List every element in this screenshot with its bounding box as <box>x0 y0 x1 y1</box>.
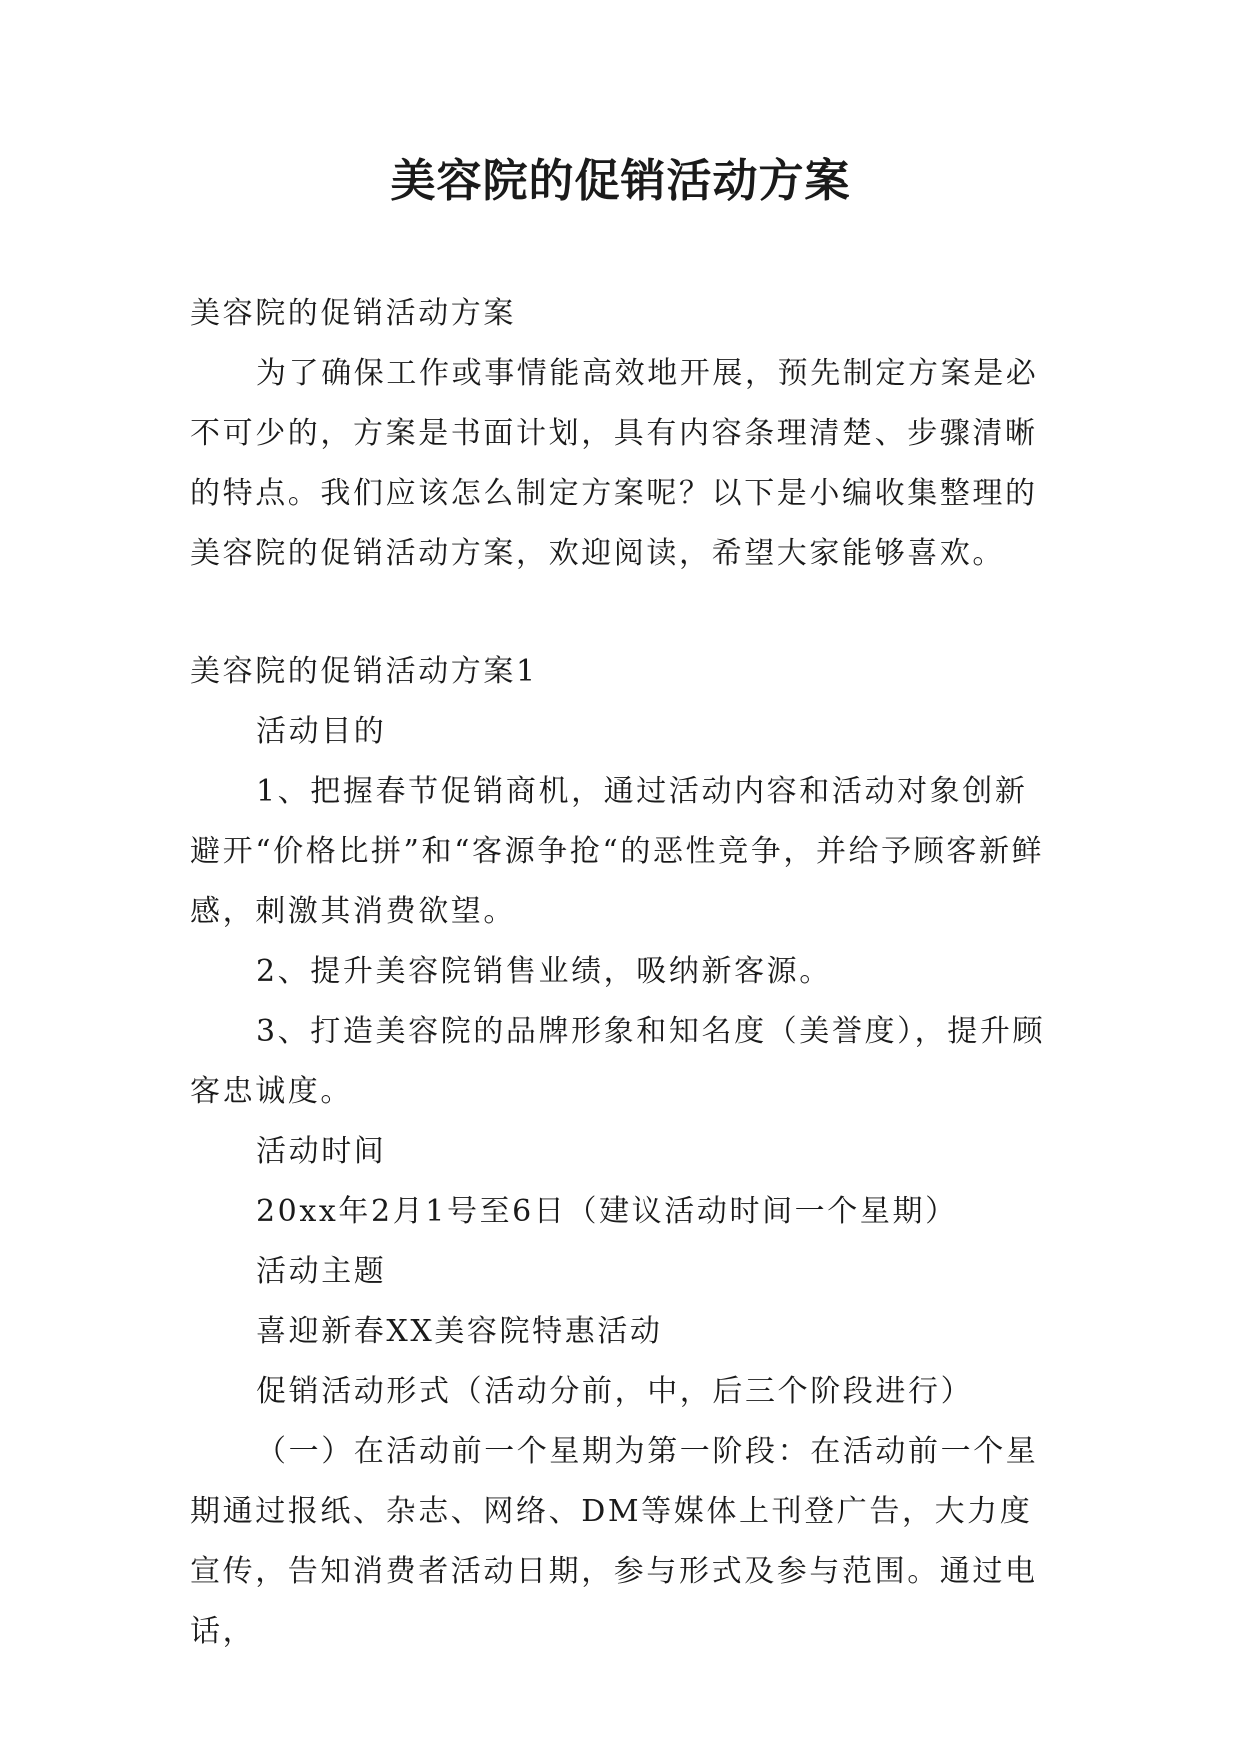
document-body <box>190 284 1052 1662</box>
paragraph-spacer <box>190 584 1052 642</box>
section-heading: 美容院的促销活动方案 <box>190 296 516 331</box>
subheading-theme: 活动主题 <box>256 1254 387 1289</box>
intro-paragraph: 为了确保工作或事情能高效地开展，预先制定方案是必不可少的，方案是书面计划，具有内容条理清楚、步骤清晰的特点。我们应该怎么制定方案呢？以下是小编收集整理的美容院的促销活动方案，欢迎阅读，希望大家能够喜欢。 <box>190 356 1039 571</box>
subheading-purpose: 活动目的 <box>256 714 387 749</box>
subheading-time: 活动时间 <box>256 1134 387 1169</box>
purpose-item-2: 2、提升美容院销售业绩，吸纳新客源。 <box>256 954 832 989</box>
purpose-item-1: 1、把握春节促销商机，通过活动内容和活动对象创新避开“价格比拼”和“客源争抢“的恶性竞争，并给予顾客新鲜感，刺激其消费欲望。 <box>190 774 1045 929</box>
stage-one-text: （一）在活动前一个星期为第一阶段：在活动前一个星期通过报纸、杂志、网络、DM等媒体上刊登广告，大力度宣传，告知消费者活动日期，参与形式及参与范围。通过电话， <box>190 1434 1039 1649</box>
purpose-item-3: 3、打造美容院的品牌形象和知名度（美誉度），提升顾客忠诚度。 <box>190 1014 1046 1109</box>
document-title: 美容院的促销活动方案 <box>390 154 851 207</box>
plan-heading: 美容院的促销活动方案1 <box>190 654 538 689</box>
theme-text: 喜迎新春XX美容院特惠活动 <box>256 1314 663 1349</box>
subheading-format: 促销活动形式（活动分前，中，后三个阶段进行） <box>256 1374 974 1409</box>
time-text: 20xx年2月1号至6日（建议活动时间一个星期） <box>256 1194 958 1229</box>
